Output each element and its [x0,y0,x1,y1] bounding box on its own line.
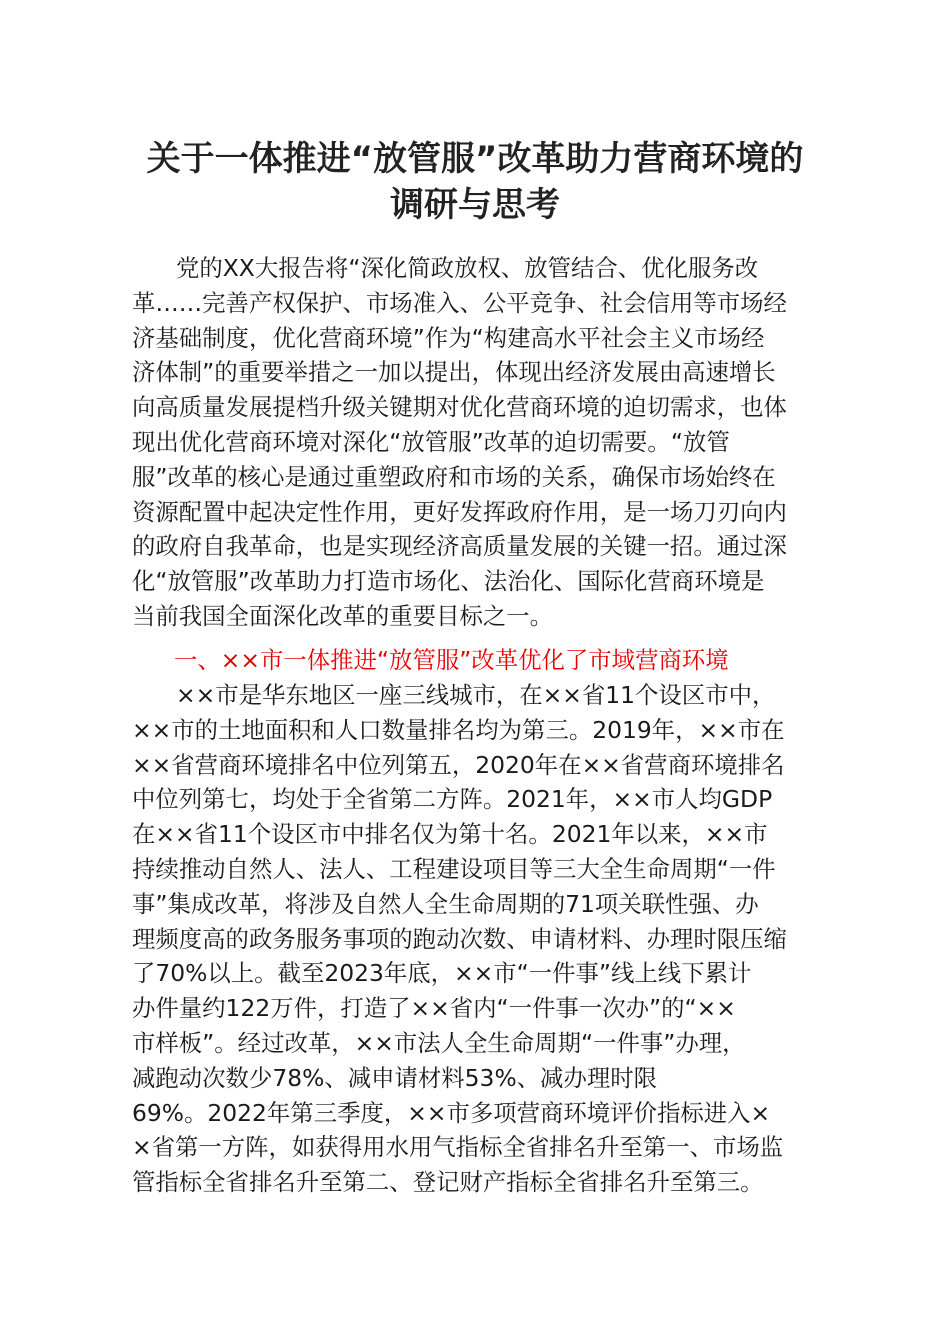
paragraph-line: 了70%以上。截至2023年底，××市“一件事”线上线下累计 [132,959,752,988]
paragraph-line: 减跑动次数少78%、减申请材料53%、减办理时限 [132,1063,658,1092]
paragraph-line: 化“放管服”改革助力打造市场化、法治化、国际化营商环境是 [132,567,765,596]
paragraph-line: ××市的土地面积和人口数量排名均为第三。2019年，××市在 [132,715,785,744]
paragraph-line: 现出优化营商环境对深化“放管服”改革的迫切需要。“放管 [132,427,730,456]
paragraph-line: 中位列第七，均处于全省第二方阵。2021年，××市人均GDP [132,785,773,814]
paragraph-line: 服”改革的核心是通过重塑政府和市场的关系，确保市场始终在 [132,462,776,491]
paragraph-line: 市样板”。经过改革，××市法人全生命周期“一件事”办理， [132,1028,746,1057]
paragraph-line: 济基础制度，优化营商环境”作为“构建高水平社会主义市场经 [132,323,765,352]
paragraph-line: ×省第一方阵，如获得用水用气指标全省排名升至第一、市场监 [132,1133,784,1162]
section-heading-1: 一、××市一体推进“放管服”改革优化了市域营商环境 [174,646,729,674]
paragraph-line: 党的XX大报告将“深化简政放权、放管结合、优化服务改 [176,254,759,282]
paragraph-intro [132,251,848,634]
document-title [110,136,840,228]
paragraph-line: 理频度高的政务服务事项的跑动次数、申请材料、办理时限压缩 [132,924,787,953]
paragraph-line: 事”集成改革，将涉及自然人全生命周期的71项关联性强、办 [132,889,759,918]
paragraph-line: 当前我国全面深化改革的重要目标之一。 [132,601,554,630]
paragraph-line: 革……完善产权保护、市场准入、公平竞争、社会信用等市场经 [132,288,787,317]
paragraph-section-1 [132,678,848,1200]
paragraph-line: 69%。2022年第三季度，××市多项营商环境评价指标进入× [132,1098,771,1127]
title-line-2: 调研与思考 [390,185,560,225]
paragraph-line: 管指标全省排名升至第二、登记财产指标全省排名升至第三。 [132,1168,764,1197]
title-line-1: 关于一体推进“放管服”改革助力营商环境的 [146,139,804,179]
paragraph-line: 在××省11个设区市中排名仅为第十名。2021年以来，××市 [132,820,768,849]
paragraph-line: 持续推动自然人、法人、工程建设项目等三大全生命周期“一件 [132,854,776,883]
paragraph-line: 的政府自我革命，也是实现经济高质量发展的关键一招。通过深 [132,532,787,561]
paragraph-line: 向高质量发展提档升级关键期对优化营商环境的迫切需求，也体 [132,393,787,422]
paragraph-line: 济体制”的重要举措之一加以提出，体现出经济发展由高速增长 [132,358,776,387]
paragraph-line: 办件量约122万件，打造了××省内“一件事一次办”的“×× [132,994,736,1023]
paragraph-line: ××市是华东地区一座三线城市，在××省11个设区市中， [176,681,776,709]
paragraph-line: 资源配置中起决定性作用，更好发挥政府作用，是一场刀刃向内 [132,497,787,526]
paragraph-line: ××省营商环境排名中位列第五，2020年在××省营商环境排名 [132,750,785,779]
